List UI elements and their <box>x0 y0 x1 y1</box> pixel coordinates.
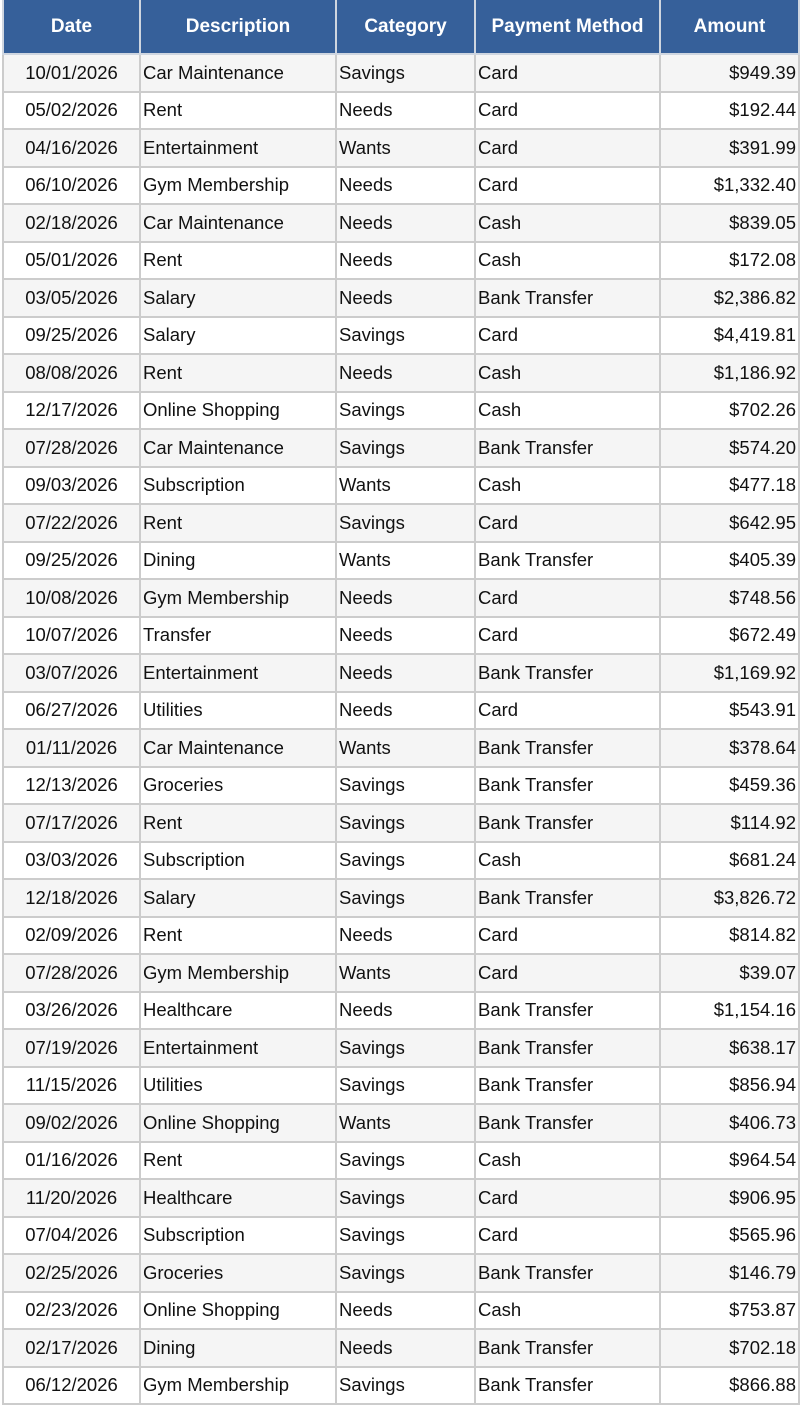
cell-category[interactable]: Needs <box>336 279 475 317</box>
cell-amount[interactable]: $459.36 <box>660 767 799 805</box>
cell-payment-method[interactable]: Card <box>475 917 660 955</box>
cell-description[interactable]: Groceries <box>140 767 336 805</box>
cell-description[interactable]: Healthcare <box>140 1179 336 1217</box>
cell-date[interactable]: 09/25/2026 <box>3 542 140 580</box>
cell-category[interactable]: Savings <box>336 767 475 805</box>
cell-date[interactable]: 10/01/2026 <box>3 54 140 92</box>
column-header-amount[interactable]: Amount <box>660 1 799 55</box>
cell-amount[interactable]: $906.95 <box>660 1179 799 1217</box>
cell-payment-method[interactable]: Cash <box>475 354 660 392</box>
table-row[interactable] <box>3 542 799 580</box>
cell-payment-method[interactable]: Card <box>475 167 660 205</box>
cell-payment-method[interactable]: Card <box>475 317 660 355</box>
column-header-payment-method[interactable]: Payment Method <box>475 1 660 55</box>
cell-category[interactable]: Wants <box>336 954 475 992</box>
cell-date[interactable]: 03/03/2026 <box>3 842 140 880</box>
cell-amount[interactable]: $1,169.92 <box>660 654 799 692</box>
cell-date[interactable]: 10/08/2026 <box>3 579 140 617</box>
cell-category[interactable]: Savings <box>336 1367 475 1405</box>
cell-payment-method[interactable]: Card <box>475 504 660 542</box>
cell-payment-method[interactable]: Bank Transfer <box>475 1029 660 1067</box>
cell-description[interactable]: Dining <box>140 542 336 580</box>
table-row[interactable] <box>3 692 799 730</box>
cell-description[interactable]: Transfer <box>140 617 336 655</box>
cell-date[interactable]: 09/03/2026 <box>3 467 140 505</box>
cell-description[interactable]: Groceries <box>140 1254 336 1292</box>
cell-description[interactable]: Salary <box>140 317 336 355</box>
table-row[interactable] <box>3 729 799 767</box>
cell-category[interactable]: Wants <box>336 729 475 767</box>
cell-category[interactable]: Needs <box>336 204 475 242</box>
table-row[interactable] <box>3 917 799 955</box>
cell-description[interactable]: Rent <box>140 804 336 842</box>
cell-payment-method[interactable]: Card <box>475 692 660 730</box>
cell-description[interactable]: Subscription <box>140 467 336 505</box>
cell-date[interactable]: 06/27/2026 <box>3 692 140 730</box>
cell-description[interactable]: Entertainment <box>140 654 336 692</box>
cell-date[interactable]: 02/23/2026 <box>3 1292 140 1330</box>
table-row[interactable] <box>3 1067 799 1105</box>
cell-date[interactable]: 02/09/2026 <box>3 917 140 955</box>
table-row[interactable] <box>3 954 799 992</box>
cell-description[interactable]: Online Shopping <box>140 392 336 430</box>
cell-amount[interactable]: $543.91 <box>660 692 799 730</box>
cell-date[interactable]: 02/25/2026 <box>3 1254 140 1292</box>
cell-date[interactable]: 11/20/2026 <box>3 1179 140 1217</box>
cell-payment-method[interactable]: Bank Transfer <box>475 1067 660 1105</box>
cell-category[interactable]: Needs <box>336 242 475 280</box>
cell-payment-method[interactable]: Cash <box>475 392 660 430</box>
cell-date[interactable]: 02/18/2026 <box>3 204 140 242</box>
cell-payment-method[interactable]: Bank Transfer <box>475 729 660 767</box>
cell-payment-method[interactable]: Bank Transfer <box>475 1367 660 1405</box>
table-row[interactable] <box>3 617 799 655</box>
cell-amount[interactable]: $477.18 <box>660 467 799 505</box>
cell-date[interactable]: 07/17/2026 <box>3 804 140 842</box>
cell-amount[interactable]: $574.20 <box>660 429 799 467</box>
cell-payment-method[interactable]: Bank Transfer <box>475 879 660 917</box>
cell-date[interactable]: 07/28/2026 <box>3 954 140 992</box>
cell-date[interactable]: 05/01/2026 <box>3 242 140 280</box>
cell-description[interactable]: Gym Membership <box>140 1367 336 1405</box>
cell-description[interactable]: Subscription <box>140 842 336 880</box>
table-row[interactable] <box>3 1179 799 1217</box>
cell-amount[interactable]: $378.64 <box>660 729 799 767</box>
cell-description[interactable]: Car Maintenance <box>140 54 336 92</box>
table-row[interactable] <box>3 804 799 842</box>
cell-date[interactable]: 12/13/2026 <box>3 767 140 805</box>
cell-description[interactable]: Utilities <box>140 1067 336 1105</box>
table-row[interactable] <box>3 354 799 392</box>
cell-category[interactable]: Needs <box>336 692 475 730</box>
table-row[interactable] <box>3 654 799 692</box>
table-row[interactable] <box>3 279 799 317</box>
cell-payment-method[interactable]: Card <box>475 1217 660 1255</box>
cell-category[interactable]: Needs <box>336 354 475 392</box>
cell-amount[interactable]: $642.95 <box>660 504 799 542</box>
cell-amount[interactable]: $753.87 <box>660 1292 799 1330</box>
cell-category[interactable]: Savings <box>336 1217 475 1255</box>
cell-amount[interactable]: $2,386.82 <box>660 279 799 317</box>
cell-date[interactable]: 12/18/2026 <box>3 879 140 917</box>
cell-amount[interactable]: $4,419.81 <box>660 317 799 355</box>
cell-category[interactable]: Needs <box>336 992 475 1030</box>
cell-category[interactable]: Needs <box>336 579 475 617</box>
cell-payment-method[interactable]: Cash <box>475 204 660 242</box>
cell-payment-method[interactable]: Bank Transfer <box>475 767 660 805</box>
cell-payment-method[interactable]: Bank Transfer <box>475 804 660 842</box>
cell-amount[interactable]: $1,332.40 <box>660 167 799 205</box>
cell-category[interactable]: Needs <box>336 92 475 130</box>
cell-payment-method[interactable]: Card <box>475 954 660 992</box>
cell-date[interactable]: 10/07/2026 <box>3 617 140 655</box>
table-row[interactable] <box>3 879 799 917</box>
cell-amount[interactable]: $814.82 <box>660 917 799 955</box>
cell-payment-method[interactable]: Card <box>475 1179 660 1217</box>
table-row[interactable] <box>3 1104 799 1142</box>
cell-description[interactable]: Gym Membership <box>140 167 336 205</box>
cell-category[interactable]: Savings <box>336 392 475 430</box>
cell-category[interactable]: Savings <box>336 1179 475 1217</box>
cell-category[interactable]: Savings <box>336 1029 475 1067</box>
cell-description[interactable]: Rent <box>140 1142 336 1180</box>
table-header <box>3 1 799 55</box>
cell-date[interactable]: 09/02/2026 <box>3 1104 140 1142</box>
cell-date[interactable]: 03/26/2026 <box>3 992 140 1030</box>
cell-date[interactable]: 08/08/2026 <box>3 354 140 392</box>
cell-category[interactable]: Savings <box>336 429 475 467</box>
table-row[interactable] <box>3 1217 799 1255</box>
cell-payment-method[interactable]: Bank Transfer <box>475 1329 660 1367</box>
cell-amount[interactable]: $866.88 <box>660 1367 799 1405</box>
cell-category[interactable]: Savings <box>336 804 475 842</box>
cell-amount[interactable]: $565.96 <box>660 1217 799 1255</box>
cell-description[interactable]: Dining <box>140 1329 336 1367</box>
cell-description[interactable]: Subscription <box>140 1217 336 1255</box>
cell-amount[interactable]: $1,154.16 <box>660 992 799 1030</box>
table-row[interactable] <box>3 429 799 467</box>
table-row[interactable] <box>3 92 799 130</box>
cell-amount[interactable]: $391.99 <box>660 129 799 167</box>
cell-date[interactable]: 07/04/2026 <box>3 1217 140 1255</box>
column-header-date[interactable]: Date <box>3 1 140 55</box>
cell-date[interactable]: 09/25/2026 <box>3 317 140 355</box>
cell-category[interactable]: Savings <box>336 1067 475 1105</box>
cell-amount[interactable]: $681.24 <box>660 842 799 880</box>
cell-description[interactable]: Car Maintenance <box>140 429 336 467</box>
cell-description[interactable]: Salary <box>140 279 336 317</box>
cell-amount[interactable]: $405.39 <box>660 542 799 580</box>
table-row[interactable] <box>3 992 799 1030</box>
cell-date[interactable]: 01/16/2026 <box>3 1142 140 1180</box>
table-row[interactable] <box>3 467 799 505</box>
cell-payment-method[interactable]: Bank Transfer <box>475 992 660 1030</box>
cell-category[interactable]: Savings <box>336 317 475 355</box>
cell-amount[interactable]: $672.49 <box>660 617 799 655</box>
cell-description[interactable]: Online Shopping <box>140 1292 336 1330</box>
cell-date[interactable]: 02/17/2026 <box>3 1329 140 1367</box>
cell-description[interactable]: Rent <box>140 354 336 392</box>
cell-payment-method[interactable]: Cash <box>475 242 660 280</box>
cell-category[interactable]: Needs <box>336 654 475 692</box>
cell-payment-method[interactable]: Bank Transfer <box>475 279 660 317</box>
cell-category[interactable]: Needs <box>336 917 475 955</box>
cell-category[interactable]: Wants <box>336 1104 475 1142</box>
cell-description[interactable]: Gym Membership <box>140 579 336 617</box>
cell-amount[interactable]: $114.92 <box>660 804 799 842</box>
table-row[interactable] <box>3 167 799 205</box>
transactions-table <box>2 0 800 1405</box>
cell-amount[interactable]: $702.18 <box>660 1329 799 1367</box>
cell-description[interactable]: Car Maintenance <box>140 729 336 767</box>
cell-description[interactable]: Rent <box>140 504 336 542</box>
cell-amount[interactable]: $3,826.72 <box>660 879 799 917</box>
cell-amount[interactable]: $146.79 <box>660 1254 799 1292</box>
header-row <box>3 1 799 55</box>
cell-payment-method[interactable]: Card <box>475 617 660 655</box>
column-header-category[interactable]: Category <box>336 1 475 55</box>
cell-payment-method[interactable]: Bank Transfer <box>475 542 660 580</box>
table-row[interactable] <box>3 579 799 617</box>
cell-description[interactable]: Gym Membership <box>140 954 336 992</box>
cell-description[interactable]: Healthcare <box>140 992 336 1030</box>
cell-amount[interactable]: $949.39 <box>660 54 799 92</box>
column-header-description[interactable]: Description <box>140 1 336 55</box>
table-row[interactable] <box>3 1142 799 1180</box>
cell-description[interactable]: Utilities <box>140 692 336 730</box>
cell-description[interactable]: Online Shopping <box>140 1104 336 1142</box>
cell-date[interactable]: 06/10/2026 <box>3 167 140 205</box>
cell-category[interactable]: Wants <box>336 467 475 505</box>
table-row[interactable] <box>3 129 799 167</box>
cell-payment-method[interactable]: Bank Transfer <box>475 429 660 467</box>
table-row[interactable] <box>3 1292 799 1330</box>
cell-date[interactable]: 07/22/2026 <box>3 504 140 542</box>
cell-description[interactable]: Car Maintenance <box>140 204 336 242</box>
cell-category[interactable]: Needs <box>336 1329 475 1367</box>
cell-category[interactable]: Savings <box>336 54 475 92</box>
table-row[interactable] <box>3 767 799 805</box>
table-body <box>3 54 799 1404</box>
cell-date[interactable]: 01/11/2026 <box>3 729 140 767</box>
cell-date[interactable]: 03/05/2026 <box>3 279 140 317</box>
cell-category[interactable]: Needs <box>336 167 475 205</box>
cell-payment-method[interactable]: Cash <box>475 842 660 880</box>
cell-payment-method[interactable]: Cash <box>475 467 660 505</box>
table-row[interactable] <box>3 1329 799 1367</box>
cell-amount[interactable]: $839.05 <box>660 204 799 242</box>
cell-description[interactable]: Rent <box>140 92 336 130</box>
cell-payment-method[interactable]: Card <box>475 579 660 617</box>
cell-date[interactable]: 05/02/2026 <box>3 92 140 130</box>
cell-category[interactable]: Wants <box>336 129 475 167</box>
cell-amount[interactable]: $192.44 <box>660 92 799 130</box>
cell-date[interactable]: 06/12/2026 <box>3 1367 140 1405</box>
cell-category[interactable]: Wants <box>336 542 475 580</box>
table-row[interactable] <box>3 842 799 880</box>
cell-category[interactable]: Savings <box>336 1254 475 1292</box>
cell-category[interactable]: Needs <box>336 1292 475 1330</box>
table-row[interactable] <box>3 392 799 430</box>
cell-amount[interactable]: $964.54 <box>660 1142 799 1180</box>
cell-amount[interactable]: $39.07 <box>660 954 799 992</box>
cell-payment-method[interactable]: Bank Transfer <box>475 1254 660 1292</box>
table-row[interactable] <box>3 204 799 242</box>
cell-category[interactable]: Savings <box>336 879 475 917</box>
cell-category[interactable]: Savings <box>336 1142 475 1180</box>
cell-date[interactable]: 04/16/2026 <box>3 129 140 167</box>
cell-payment-method[interactable]: Bank Transfer <box>475 654 660 692</box>
cell-amount[interactable]: $1,186.92 <box>660 354 799 392</box>
cell-payment-method[interactable]: Card <box>475 129 660 167</box>
cell-description[interactable]: Entertainment <box>140 129 336 167</box>
cell-amount[interactable]: $856.94 <box>660 1067 799 1105</box>
cell-payment-method[interactable]: Card <box>475 92 660 130</box>
cell-payment-method[interactable]: Bank Transfer <box>475 1104 660 1142</box>
table-row[interactable] <box>3 504 799 542</box>
cell-amount[interactable]: $638.17 <box>660 1029 799 1067</box>
cell-amount[interactable]: $748.56 <box>660 579 799 617</box>
cell-description[interactable]: Salary <box>140 879 336 917</box>
cell-description[interactable]: Rent <box>140 242 336 280</box>
cell-date[interactable]: 07/19/2026 <box>3 1029 140 1067</box>
cell-amount[interactable]: $702.26 <box>660 392 799 430</box>
cell-payment-method[interactable]: Card <box>475 54 660 92</box>
cell-payment-method[interactable]: Cash <box>475 1142 660 1180</box>
table-row[interactable] <box>3 1254 799 1292</box>
cell-category[interactable]: Savings <box>336 504 475 542</box>
table-row[interactable] <box>3 1029 799 1067</box>
cell-description[interactable]: Entertainment <box>140 1029 336 1067</box>
table-row[interactable] <box>3 317 799 355</box>
cell-category[interactable]: Needs <box>336 617 475 655</box>
table-row[interactable] <box>3 1367 799 1405</box>
cell-date[interactable]: 11/15/2026 <box>3 1067 140 1105</box>
cell-description[interactable]: Rent <box>140 917 336 955</box>
cell-amount[interactable]: $406.73 <box>660 1104 799 1142</box>
cell-date[interactable]: 07/28/2026 <box>3 429 140 467</box>
table-row[interactable] <box>3 242 799 280</box>
cell-category[interactable]: Savings <box>336 842 475 880</box>
cell-amount[interactable]: $172.08 <box>660 242 799 280</box>
cell-payment-method[interactable]: Cash <box>475 1292 660 1330</box>
table-row[interactable] <box>3 54 799 92</box>
cell-date[interactable]: 03/07/2026 <box>3 654 140 692</box>
cell-date[interactable]: 12/17/2026 <box>3 392 140 430</box>
